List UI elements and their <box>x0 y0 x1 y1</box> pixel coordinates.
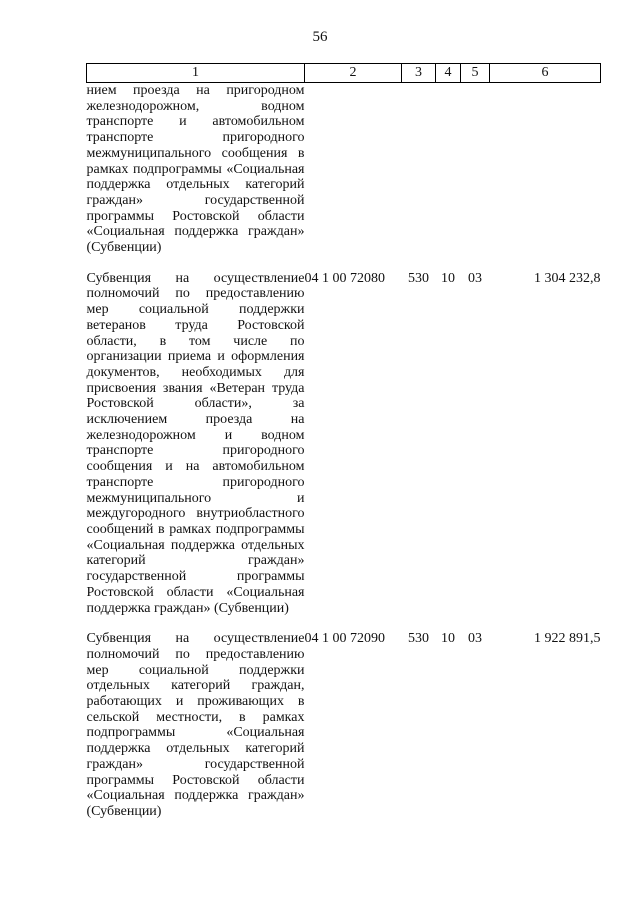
row-subsection: 03 <box>468 270 482 286</box>
column-header-5: 5 <box>461 64 490 83</box>
row-subsection <box>461 83 490 266</box>
table-row <box>87 266 601 626</box>
row-section: 10 <box>441 631 455 647</box>
row-subsection: 03 <box>468 631 482 647</box>
row-amount <box>490 83 601 266</box>
column-header-3: 3 <box>402 64 436 83</box>
row-description: Субвенция на осуществление полномочий по предоставлению мер социальной поддержки отдельных категорий граждан, работающих и проживающих в сельской местности, в рамках подпрограммы «Социальная поддержка отдельных категорий граждан» государственной программы Ростовской области «Социальная поддержка граждан» (Субвенции) <box>86 631 305 819</box>
row-section <box>436 83 461 266</box>
row-description: нием проезда на пригородном железнодорожном, водном транспорте и автомобильном транспорте пригородного межмуниципального сообщения в рамках подпрограммы «Социальная поддержка отдельных категорий граждан» государственной программы Ростовской области «Социальная поддержка граждан» (Субвенции) <box>86 83 305 256</box>
column-header-4: 4 <box>436 64 461 83</box>
row-target-code <box>305 83 402 266</box>
table-row <box>87 83 601 266</box>
row-amount: 1 922 891,5 <box>534 631 601 647</box>
row-expense-type <box>402 83 436 266</box>
row-section: 10 <box>441 270 455 286</box>
row-expense-type: 530 <box>408 631 429 647</box>
page-number: 56 <box>312 29 328 45</box>
row-target-code: 04 1 00 72080 <box>304 270 385 286</box>
budget-table <box>86 63 601 820</box>
row-amount: 1 304 232,8 <box>534 270 601 286</box>
column-header-1: 1 <box>87 64 305 83</box>
column-header-6: 6 <box>490 64 601 83</box>
row-target-code: 04 1 00 72090 <box>304 631 385 647</box>
table-row <box>87 626 601 819</box>
row-expense-type: 530 <box>408 270 429 286</box>
table-header-row <box>87 64 601 83</box>
column-header-2: 2 <box>305 64 402 83</box>
row-description: Субвенция на осуществление полномочий по предоставлению мер социальной поддержки ветеранов труда Ростовской области, в том числе по организации приема и оформления документов, необходимых для присвоения звания «Ветеран труда Ростовской области», за исключением проезда на железнодорожном и водном транспорте пригородного сообщения и на автомобильном транспорте пригородного межмуниципального и междугородного внутриобластного сообщений в рамках подпрограммы «Социальная поддержка отдельных категорий граждан» государственной программы Ростовской области «Социальная поддержка граждан» (Субвенции) <box>86 270 305 616</box>
